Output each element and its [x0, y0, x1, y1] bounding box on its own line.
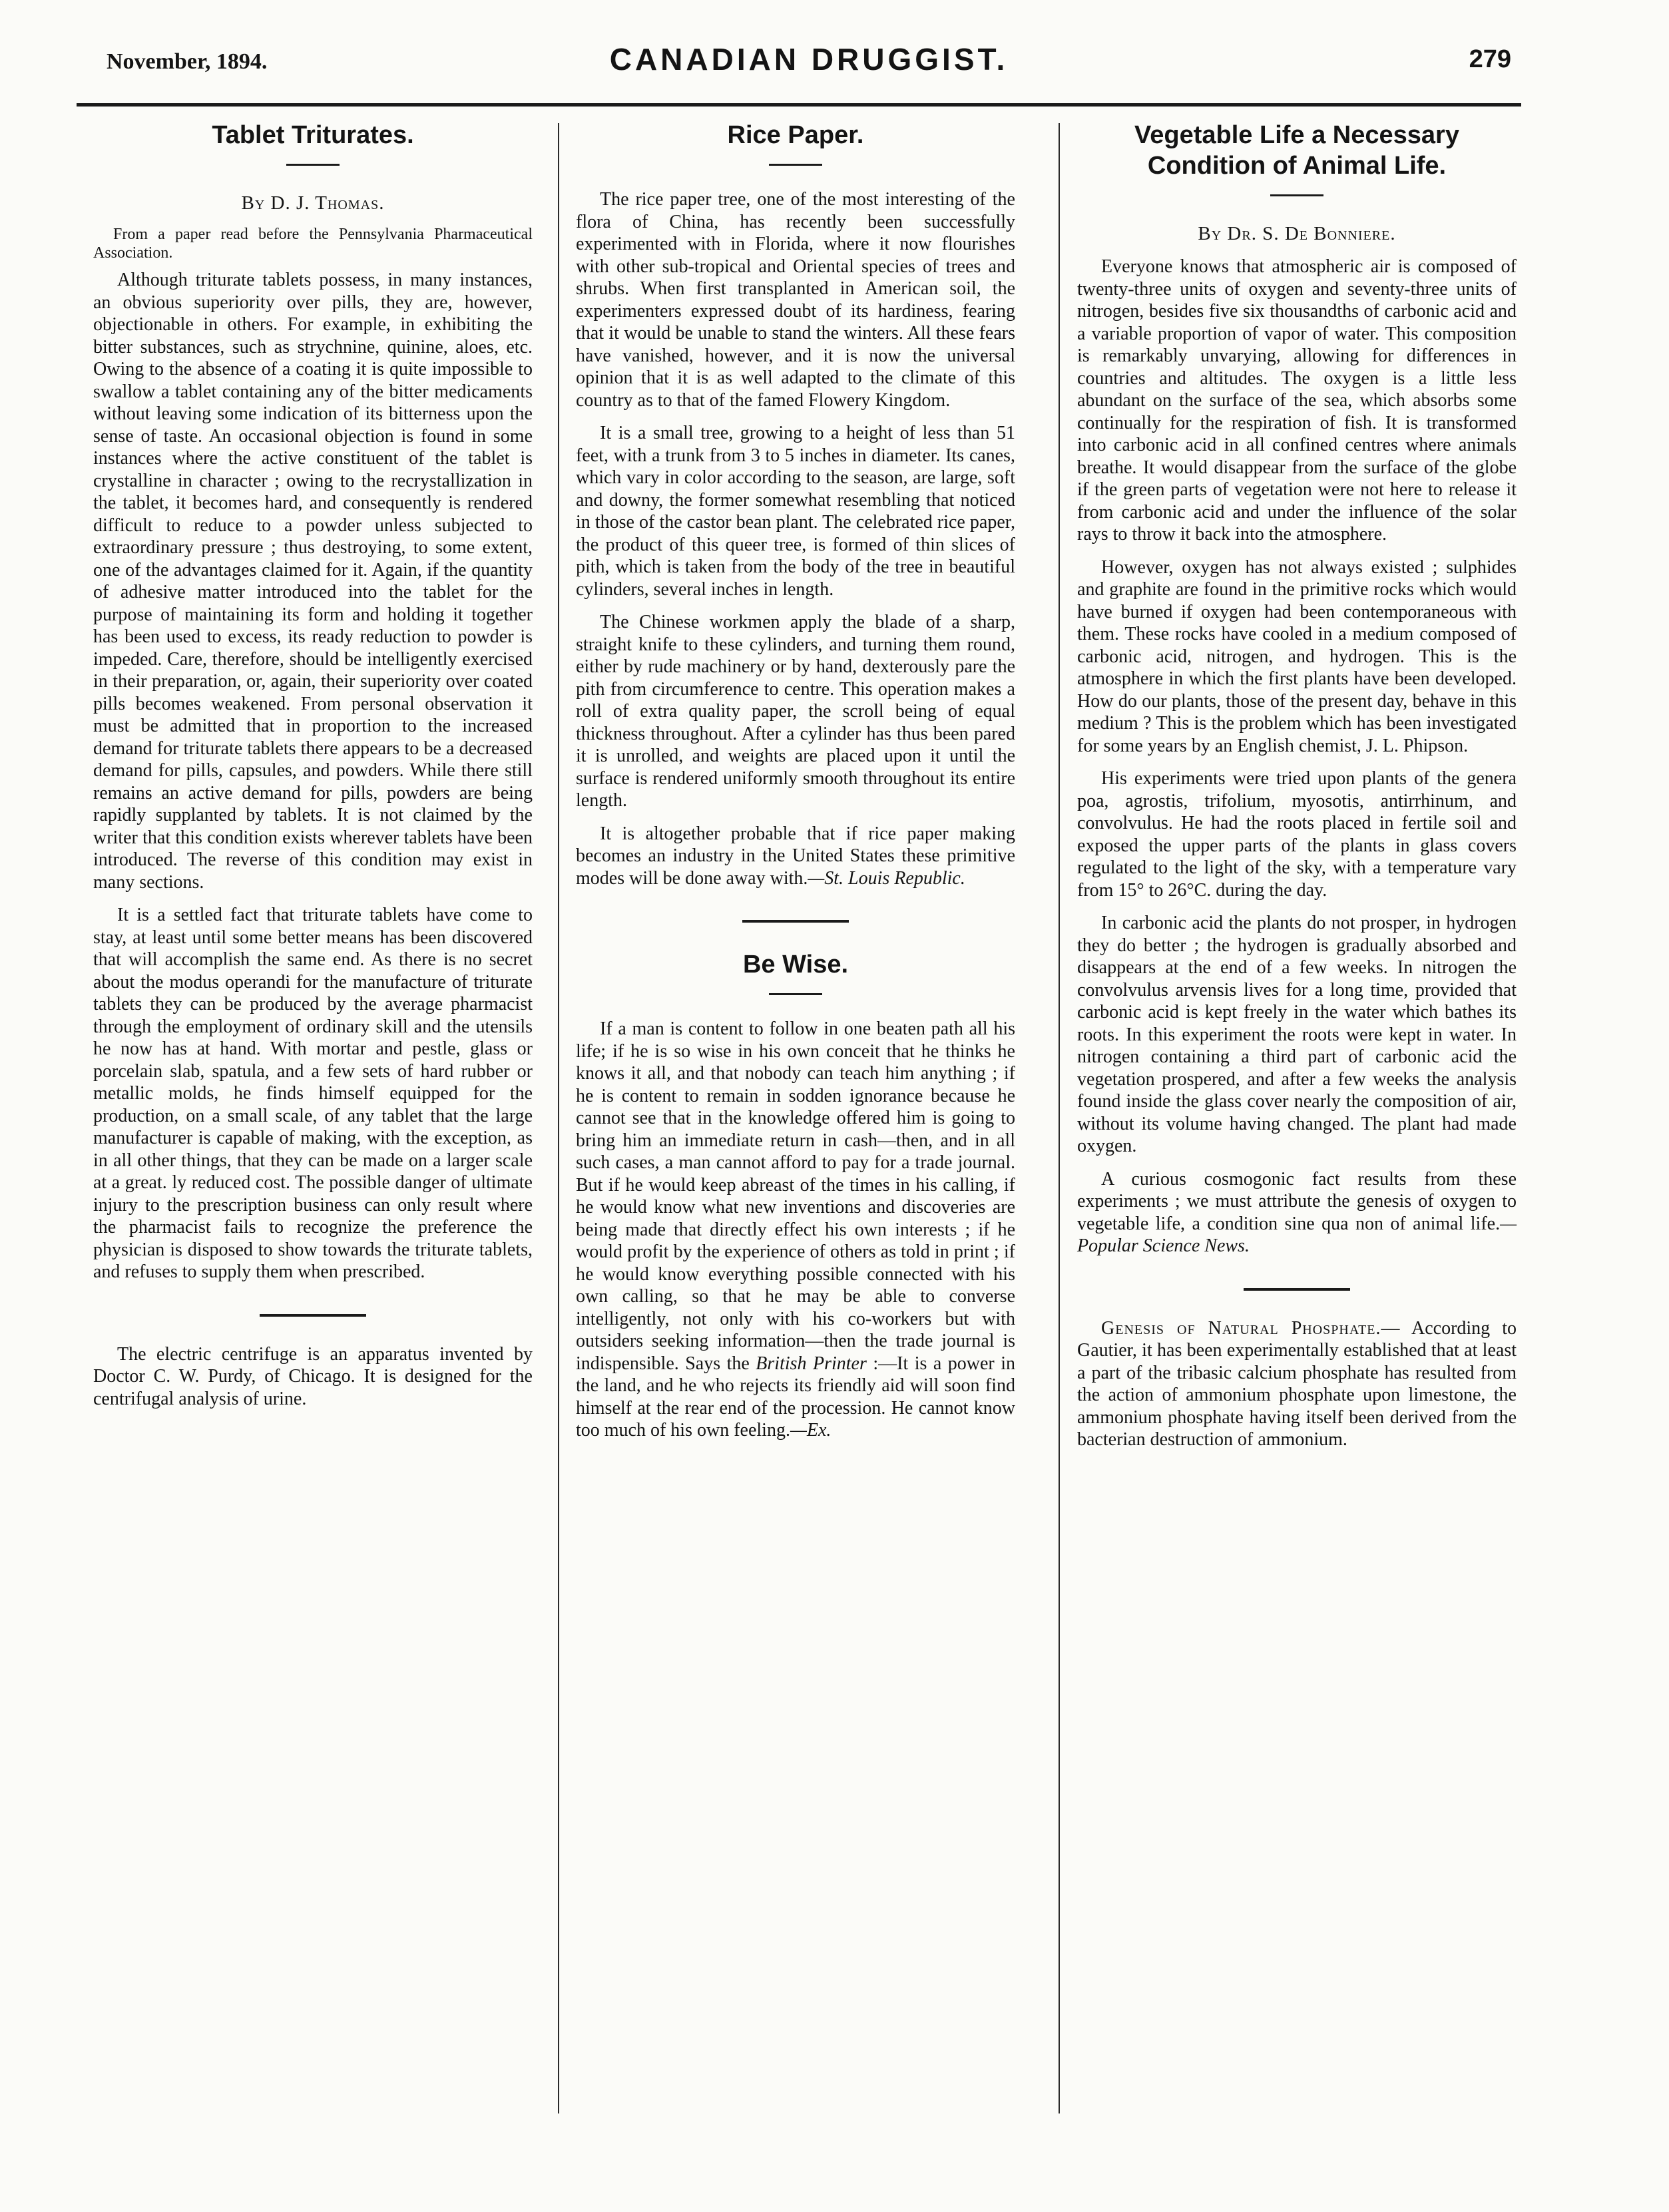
paragraph: The Chinese workmen apply the blade of a sharp, straight knife to these cylinders, and turning them round, either by rude machinery or by hand, dexterously pare the pith from circumference to centre. This operation makes a roll of extra quality paper, the scroll being of equal thickness throughout. After a cylinder has thus been pared it is unrolled, and weights are placed upon it until the surface is rendered uniformly smooth throughout its entire length.	[576, 612, 1015, 811]
article-centrifuge	[93, 1343, 533, 1411]
column-1	[93, 120, 533, 1421]
article-vegetable-life	[1077, 120, 1517, 1257]
article-rice-paper	[576, 120, 1015, 889]
title-rule	[286, 164, 340, 166]
paragraph: However, oxygen has not always existed ; sulphides and graphite are found in the primitive rocks which would have burned if oxygen had been contemporaneous with them. These rocks have cooled in a medium composed of carbonic acid, nitrogen, and hydrogen. This is the atmosphere in which the first plants have been developed. How do our plants, those of the present day, behave in this medium ? This is the problem which has been investigated for some years by an English chemist, J. L. Phipson.	[1077, 556, 1517, 756]
source-credit: —Popular Science News.	[1077, 1213, 1517, 1256]
column-2	[576, 120, 1015, 1452]
paragraph: It is a settled fact that triturate tablets have come to stay, at least until some better means has been discovered that will accomplish the same end. As there is no secret about the modus operandi for the manufacture of triturate tablets they can be produced by the average pharmacist through the employment of ordinary skill and the utensils he now has at hand. With mortar and pestle, glass or porcelain slab, spatula, and a few sets of hard rubber or metallic molds, he finds himself equipped for the production, on a small scale, of any tablet that the large manufacturer is capable of making, with the exception, as in all other things, that they can be made on a larger scale at a great. ly reduced cost. The possible danger of ultimate injury to the prescription business can only result where the pharmacist fails to recognize the preference the physician is disposed to show towards the triturate tablets, and refuses to supply them when prescribed.	[93, 905, 533, 1282]
section-rule	[742, 920, 849, 923]
article-byline: By D. J. Thomas.	[241, 192, 385, 214]
paragraph-text: According to Gautier, it has been experimentally established that at least a part of the tribasic calcium phosphate has resulted from the action of ammonium phosphate upon limestone, the ammonium phosphate having itself been derived from the bacterian destruction of ammonium.	[1077, 1317, 1517, 1450]
paragraph-text: If a man is content to follow in one beaten path all his life; if he is so wise in his own conceit that he thinks he knows it all, and that nobody can teach him anything ; if he is content to remain in sodden ignorance because he cannot see that in the knowledge offered him is going to bring him an immediate return in cash—then, and in all such cases, a man cannot afford to pay for a trade journal. But if he would keep abreast of the times in his calling, if he would know what new inventions and discoveries are being made that directly effect his own interests ; if he would profit by the experience of others as told in print ; if he would know everything possible connected with his own calling, so that he may be able to converse intelligently, not only with his co-workers but with outsiders seeking information—then the trade journal is indispensible. Says the	[576, 1018, 1015, 1374]
paragraph: Although triturate tablets possess, in many instances, an obvious superiority over pills, they are, however, objectionable in others. For example, in exhibiting the bitter substances, such as strychnine, quinine, aloes, etc. Owing to the absence of a coating it is quite impossible to swallow a tablet containing any of the bitter medicaments without leaving some indication of its bitterness upon the sense of taste. An occasional objection is found in some instances where the active constituent of the tablet is crystalline in character ; owing to the recrystallization in the tablet, it becomes hard, and consequently is rendered difficult to reduce to a powder unless subjected to extraordinary pressure ; thus destroying, to some extent, one of the advantages claimed for it. Again, if the quantity of adhesive matter introduced into the tablet for the purpose of maintaining its form and holding it together has been used to excess, its ready reduction to powder is impeded. Care, therefore, should be intelligently exercised in their preparation, or, again, their superiority over coated pills becomes weakened. From personal observation it must be admitted that in proportion to the increased demand for triturate tablets there appears to be a decreased demand for pills, capsules, and powders. While there still remains an active demand for pills, powders are being rapidly supplanted by tablets. It is not claimed by the writer that this condition exists wherever tablets have been introduced. The reverse of this condition may exist in many sections.	[93, 270, 533, 893]
article-be-wise	[576, 949, 1015, 1442]
column-divider	[1059, 123, 1060, 2113]
publication-name: British Printer	[756, 1353, 867, 1374]
journal-title: CANADIAN DRUGGIST.	[609, 42, 1009, 77]
paragraph: It is a small tree, growing to a height of less than 51 feet, with a trunk from 3 to 5 inches in diameter. Its canes, which vary in color according to the season, are large, soft and downy, the former somewhat resembling that noticed in those of the castor bean plant. The celebrated rice paper, the product of this queer tree, is formed of thin slices of pith, which is taken from the body of the tree in beautiful cylinders, several inches in length.	[576, 423, 1015, 600]
issue-date: November, 1894.	[107, 49, 268, 74]
paragraph: The rice paper tree, one of the most interesting of the flora of China, has recently been successfully experimented with in Florida, where it now flourishes with other sub-tropical and Oriental species of trees and shrubs. When first transplanted in American soil, the experimenters expressed doubt of its hardiness, fearing that it would be unable to stand the winters. All these fears have vanished, however, and it is now the universal opinion that it is as well adapted to the climate of this country as to that of the famed Flowery Kingdom.	[576, 189, 1015, 411]
page-number: 279	[1469, 45, 1511, 73]
article-title: Be Wise.	[742, 951, 849, 979]
article-title: Tablet Triturates.	[212, 121, 414, 149]
header-rule	[77, 103, 1521, 107]
paragraph: Everyone knows that atmospheric air is composed of twenty-three units of oxygen and seventy-three units of nitrogen, besides five six thousandths of carbonic acid and a variable proportion of vapor of water. This composition is remarkably unvarying, allowing for differences in countries and altitudes. The oxygen is a little less abundant on the surface of the sea, which absorbs some continually for the respiration of fish. It is transformed into carbonic acid in all confined centres where animals breathe. It would disappear from the surface of the globe if the green parts of vegetation were not here to release it from carbonic acid and under the influence of the solar rays to throw it back into the atmosphere.	[1077, 256, 1517, 545]
column-divider	[558, 123, 559, 2113]
paragraph: The electric centrifuge is an apparatus invented by Doctor C. W. Purdy, of Chicago. It is designed for the centrifugal analysis of urine.	[93, 1343, 533, 1409]
article-tablet-triturates	[93, 120, 533, 1283]
section-rule	[1244, 1288, 1350, 1291]
article-byline: By Dr. S. De Bonniere.	[1198, 223, 1396, 244]
paragraph	[1077, 1168, 1517, 1257]
paragraph-text: A curious cosmogonic fact results from these experiments ; we must attribute the genesis of oxygen to vegetable life, a condition sine qua non of animal life.	[1077, 1168, 1517, 1234]
article-lead-title: Genesis of Natural Phosphate.—	[1101, 1317, 1401, 1339]
paragraph	[576, 823, 1015, 890]
article-natural-phosphate	[1077, 1317, 1517, 1451]
paragraph: In carbonic acid the plants do not prosper, in hydrogen they do better ; the hydrogen is gradually absorbed and disappears at the end of a few weeks. In nitrogen the convolvulus arvensis lives for a long time, provided that carbonic acid is kept freely in the water which bathes its roots. In this experiment the roots were kept in water. In nitrogen containing a third part of carbonic acid the vegetation prospered, and after a few weeks the analysis found inside the glass cover nearly the composition of air, without its volume having changed. The plant had made oxygen.	[1077, 913, 1517, 1156]
column-3	[1077, 120, 1517, 1462]
page-header	[107, 41, 1511, 88]
paragraph	[576, 1018, 1015, 1442]
section-rule	[260, 1314, 366, 1317]
paragraph: His experiments were tried upon plants of the genera poa, agrostis, trifolium, myosotis, antirrhinum, and convolvulus. He had the roots placed in fertile soil and exposed the upper parts of the plants in glass covers regulated to the light of the sky, with a temperature vary from 15° to 26°C. during the day.	[1077, 768, 1517, 901]
article-title: Rice Paper.	[727, 121, 864, 149]
paragraph	[1077, 1317, 1517, 1451]
title-rule	[1270, 194, 1323, 196]
article-title: Vegetable Life a Necessary Condition of Animal Life.	[1134, 121, 1459, 180]
article-note: From a paper read before the Pennsylvania Pharmaceutical Association.	[93, 226, 533, 262]
source-credit: —Ex.	[790, 1420, 832, 1440]
paragraph-text: It is altogether probable that if rice paper making becomes an industry in the United States these primitive modes will be done away with.	[576, 823, 1015, 889]
paragraph-text: :—It is a power in the land, and he who rejects its friendly aid will soon find himself at the rear end of the procession. He cannot know too much of his own feeling.	[576, 1353, 1015, 1440]
title-rule	[769, 993, 822, 995]
title-rule	[769, 164, 822, 166]
source-credit: —St. Louis Republic.	[808, 867, 965, 889]
